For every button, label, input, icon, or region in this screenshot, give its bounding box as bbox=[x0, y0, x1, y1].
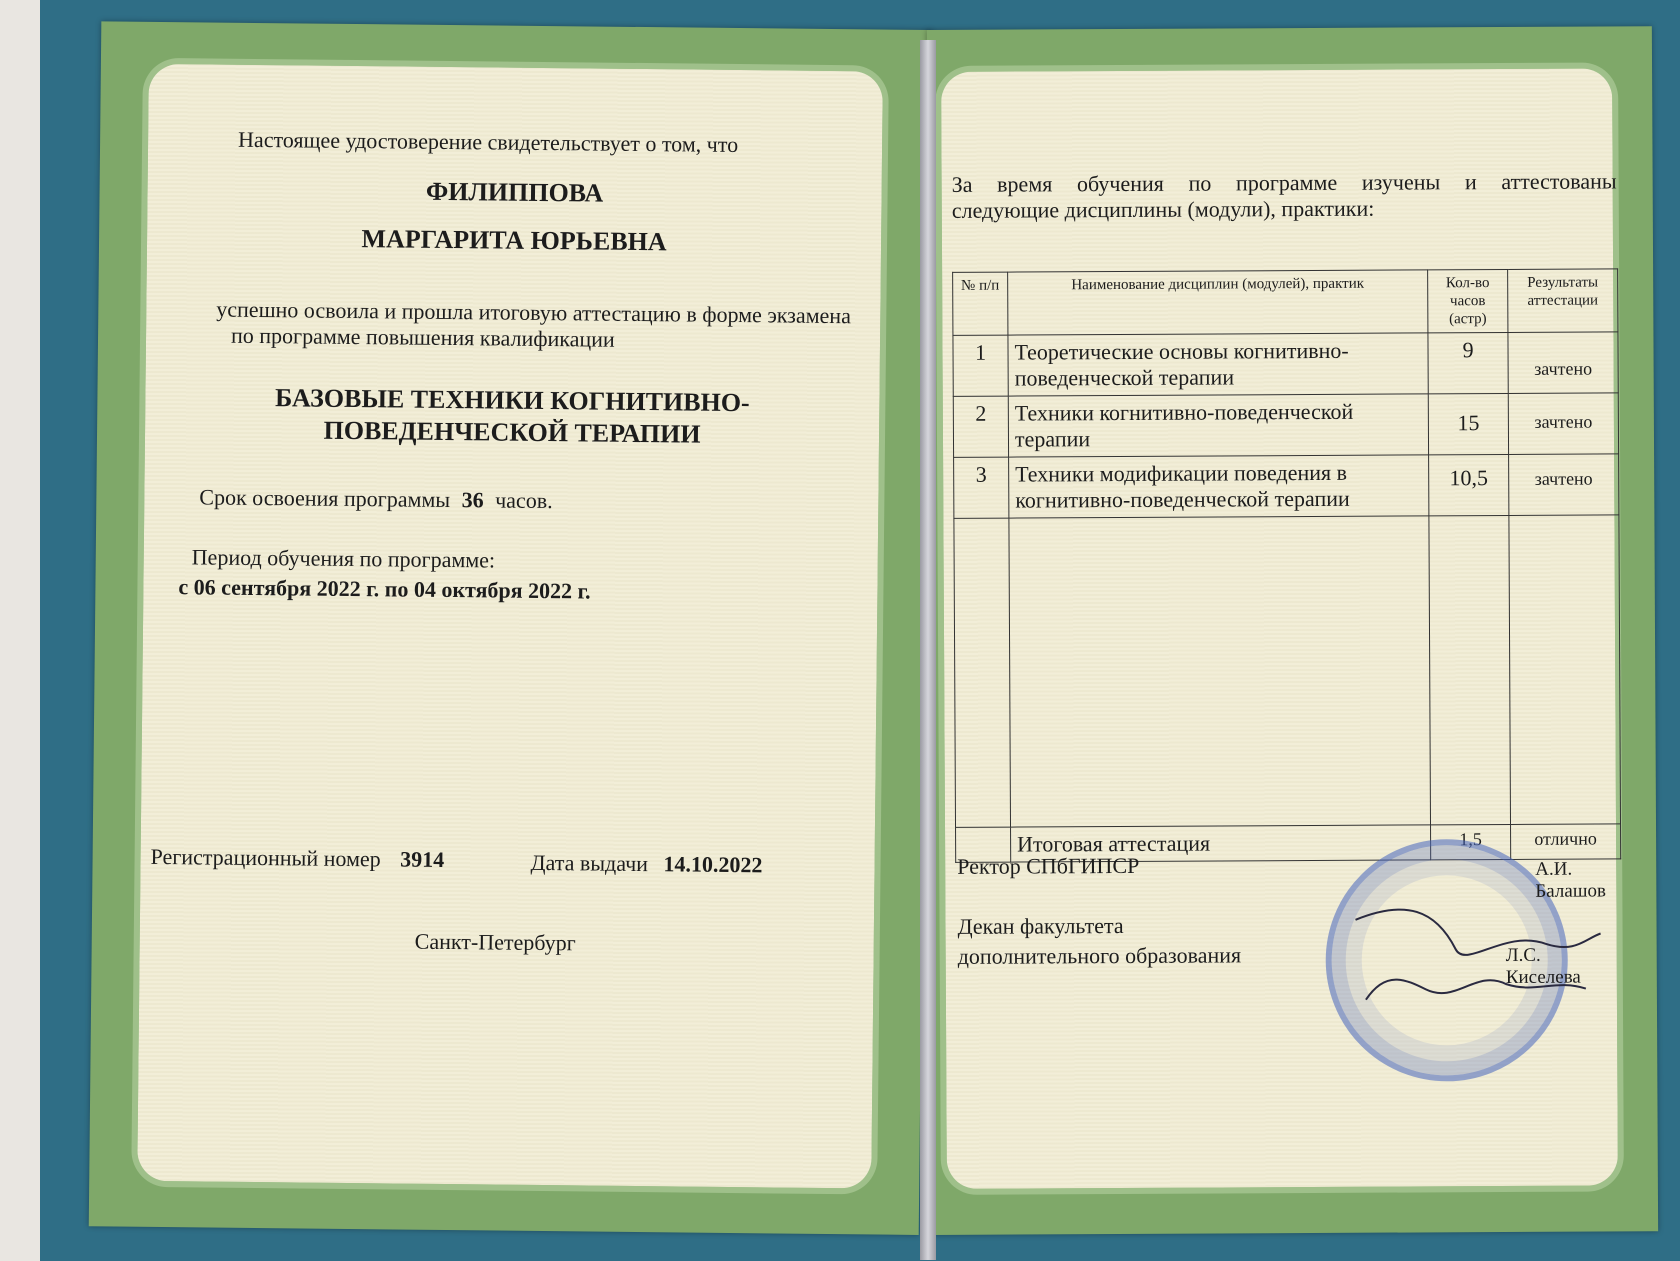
final-attestation-result: отлично bbox=[1511, 824, 1621, 860]
row-discipline: Теоретические основы когнитивно-поведенческой терапии bbox=[1008, 333, 1428, 396]
final-attestation-label: Итоговая аттестация bbox=[1011, 825, 1431, 862]
table-row bbox=[954, 454, 1619, 518]
study-period-value: с 06 сентября 2022 г. по 04 октября 2022 г. bbox=[178, 574, 591, 604]
program-duration bbox=[199, 484, 553, 514]
header-number: № п/п bbox=[953, 272, 1008, 335]
row-result: зачтено bbox=[1509, 454, 1619, 516]
header-result: Результаты аттестации bbox=[1508, 269, 1618, 333]
issue-city: Санкт-Петербург bbox=[414, 928, 576, 956]
row-hours: 15 bbox=[1428, 393, 1508, 454]
program-title-line-2: ПОВЕДЕНЧЕСКОЙ ТЕРАПИИ bbox=[323, 415, 701, 449]
row-hours: 9 bbox=[1428, 332, 1508, 393]
disciplines-intro-line-1: За время обучения по программе изучены и аттестованы bbox=[951, 168, 1617, 197]
row-result: зачтено bbox=[1508, 332, 1618, 394]
duration-label: Срок освоения программы bbox=[199, 484, 451, 513]
row-discipline: Техники модификации поведения в когнитивно-поведенческой терапии bbox=[1009, 455, 1429, 518]
row-number: 1 bbox=[953, 335, 1008, 396]
holder-given-names: МАРГАРИТА ЮРЬЕВНА bbox=[361, 224, 667, 257]
disciplines-intro-line-2: следующие дисциплины (модули), практики: bbox=[951, 195, 1375, 223]
completion-line-1: успешно освоила и прошла итоговую аттестацию в форме экзамена bbox=[216, 296, 852, 329]
row-hours: 10,5 bbox=[1429, 454, 1509, 515]
issue-date-value: 14.10.2022 bbox=[663, 851, 763, 878]
right-page-inner bbox=[941, 68, 1618, 1188]
row-discipline: Техники когнитивно-поведенческой терапии bbox=[1008, 394, 1428, 457]
completion-line-2: по программе повышения квалификации bbox=[230, 322, 615, 352]
holder-surname: ФИЛИППОВА bbox=[425, 176, 604, 208]
duration-unit: часов. bbox=[495, 487, 553, 514]
study-period-label: Период обучения по программе: bbox=[191, 544, 496, 573]
registration-value: 3914 bbox=[400, 846, 445, 872]
right-page bbox=[927, 26, 1658, 1235]
registration-number bbox=[150, 844, 444, 873]
row-result: зачтено bbox=[1508, 393, 1618, 455]
table-row bbox=[953, 393, 1618, 457]
left-page bbox=[89, 21, 932, 1235]
program-title-line-1: БАЗОВЫЕ ТЕХНИКИ КОГНИТИВНО- bbox=[274, 383, 750, 418]
row-number: 2 bbox=[953, 396, 1008, 457]
certificate-intro: Настоящее удостоверение свидетельствует о том, что bbox=[237, 126, 739, 158]
dean-label-line-1: Декан факультета bbox=[957, 912, 1124, 939]
disciplines-table bbox=[952, 268, 1621, 862]
dean-label-line-2: дополнительного образования bbox=[957, 942, 1242, 969]
dean-name: Л.С. Киселева bbox=[1505, 944, 1581, 988]
header-hours: Кол-во часов (астр) bbox=[1428, 269, 1508, 332]
left-page-inner bbox=[137, 64, 883, 1189]
rector-name: А.И. Балашов bbox=[1535, 858, 1606, 902]
issue-date bbox=[530, 850, 762, 878]
row-number: 3 bbox=[954, 457, 1009, 518]
table-empty-space bbox=[954, 515, 1621, 827]
table-header-row bbox=[953, 269, 1618, 335]
rector-label: Ректор СПбГИПСР bbox=[957, 852, 1140, 879]
final-attestation-hours: 1,5 bbox=[1431, 824, 1511, 859]
table-row bbox=[953, 332, 1618, 396]
binding-ribbon bbox=[920, 40, 936, 1260]
duration-value: 36 bbox=[461, 487, 484, 513]
registration-label: Регистрационный номер bbox=[150, 843, 381, 872]
header-discipline: Наименование дисциплин (модулей), практик bbox=[1008, 270, 1428, 335]
issue-date-label: Дата выдачи bbox=[530, 849, 649, 877]
